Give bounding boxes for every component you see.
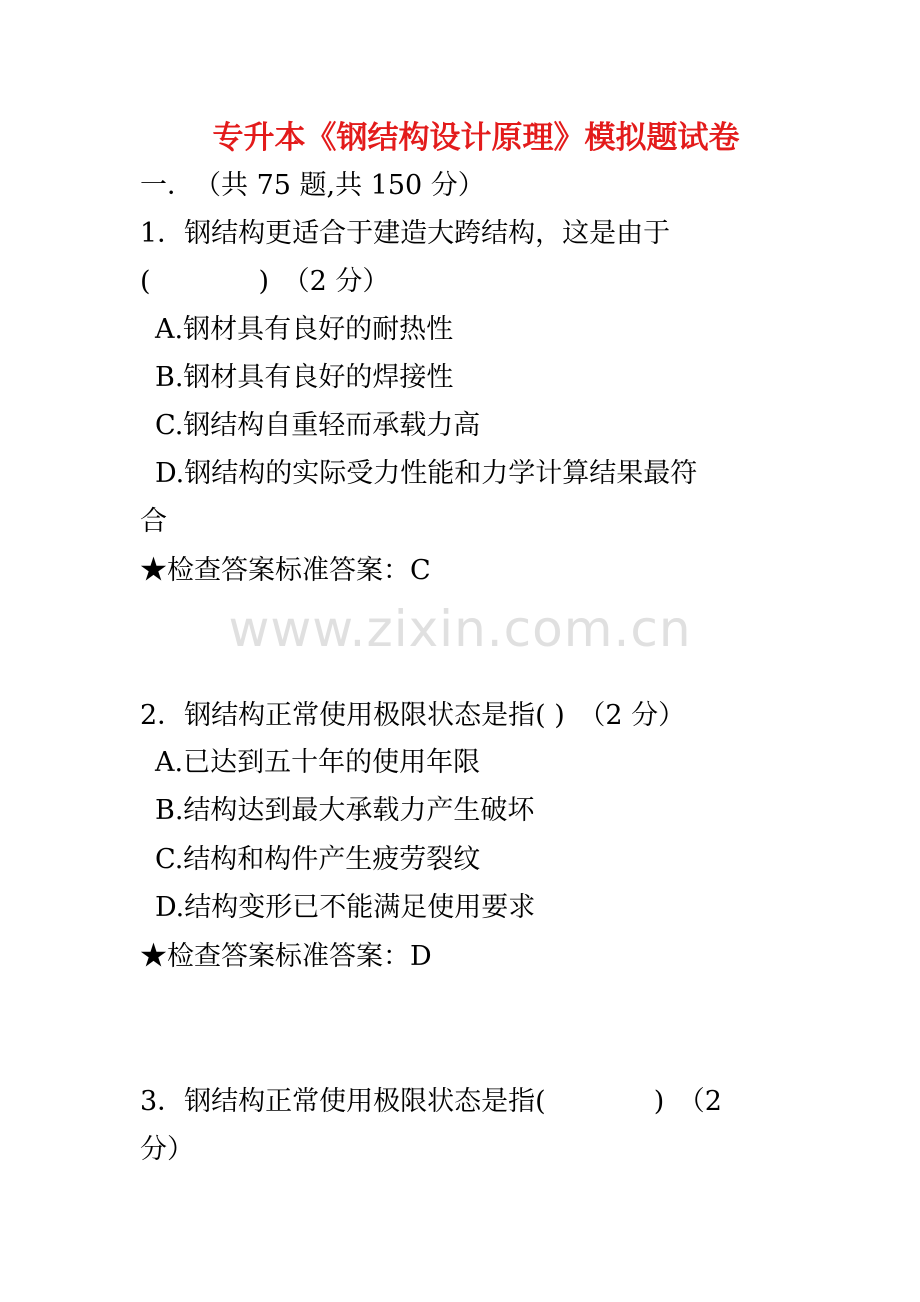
document-title: 专升本《钢结构设计原理》模拟题试卷 (212, 120, 740, 156)
question-stem: 1．钢结构更适合于建造大跨结构，这是由于 (140, 218, 671, 249)
answer-line (140, 937, 432, 977)
question-stem-continued: 分） (140, 1134, 194, 1165)
section-heading: 一． （共 75 题,共 150 分） (140, 170, 485, 201)
star-icon: ★ (140, 941, 167, 972)
option-c: C.结构和构件产生疲劳裂纹 (155, 844, 481, 875)
option-a: A.钢材具有良好的耐热性 (155, 314, 454, 345)
option-d: D.钢结构的实际受力性能和力学计算结果最符 (155, 458, 698, 489)
watermark: www.zixin.com.cn (228, 600, 692, 658)
option-b: B.钢材具有良好的焊接性 (155, 362, 454, 393)
question-stem: 2．钢结构正常使用极限状态是指( ) （2 分） (140, 700, 686, 731)
option-b: B.结构达到最大承载力产生破坏 (155, 795, 535, 826)
answer-line (140, 551, 431, 591)
question-stem-continued: ( ) （2 分） (140, 266, 390, 297)
option-a: A.已达到五十年的使用年限 (155, 747, 481, 778)
question-stem: 3．钢结构正常使用极限状态是指( ) （2 (140, 1086, 722, 1117)
answer-text: 检查答案标准答案：C (167, 555, 431, 586)
option-c: C.钢结构自重轻而承载力高 (155, 410, 481, 441)
answer-text: 检查答案标准答案：D (167, 941, 432, 972)
star-icon: ★ (140, 555, 167, 586)
option-d-continued: 合 (140, 506, 167, 537)
option-d: D.结构变形已不能满足使用要求 (155, 892, 536, 923)
